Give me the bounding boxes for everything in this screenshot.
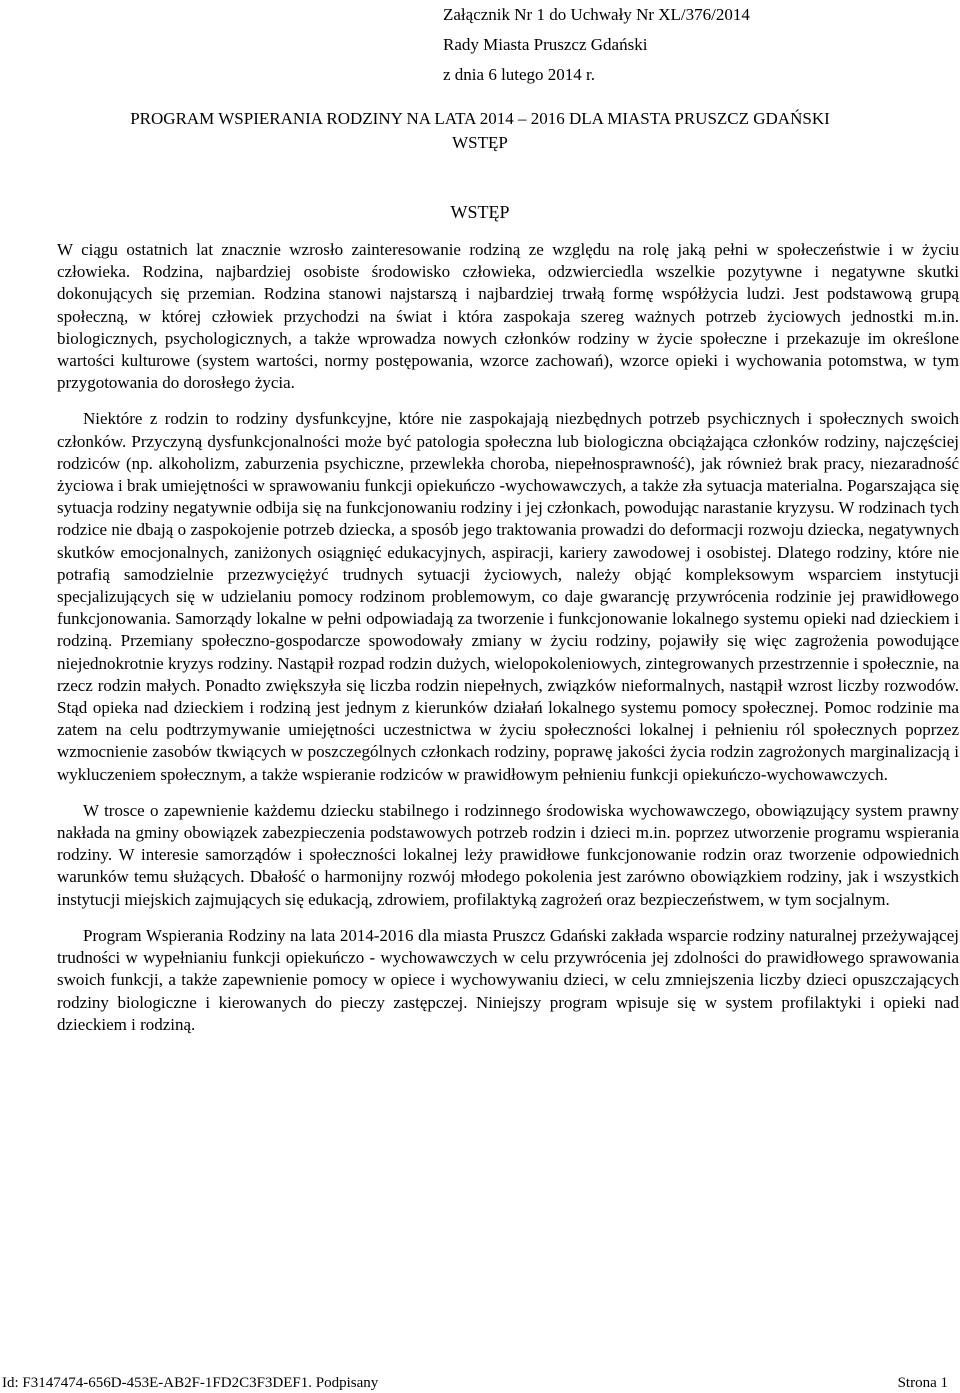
program-title: PROGRAM WSPIERANIA RODZINY NA LATA 2014 – 2016 DLA MIASTA PRUSZCZ GDAŃSKI [130,109,830,128]
section-heading: WSTĘP [450,202,510,222]
attachment-line: Załącznik Nr 1 do Uchwały Nr XL/376/2014 [443,5,750,24]
document-title [0,107,960,155]
page-footer [0,1373,960,1393]
paragraph-program-goals: Program Wspierania Rodziny na lata 2014-2016 dla miasta Pruszcz Gdański zakłada wsparcie rodziny naturalnej przeżywającej trudności w wypełnianiu funkcji opiekuńczo - wychowawczych w celu przywrócenia jej zdolności do prawidłowego sprawowania swoich funkcji, a także zapewnienie pomocy w opiece i wychowywaniu dzieci, w celu zmniejszenia liczby dzieci opuszczających rodziny biologiczne i kierowanych do pieczy zastępczej. Niniejszy program wpisuje się w system profilaktyki i opieki nad dzieckiem i rodziną. [57,925,959,1034]
council-line: Rady Miasta Pruszcz Gdański [443,35,648,54]
document-id: Id: F3147474-656D-453E-AB2F-1FD2C3F3DEF1. Podpisany [2,1375,379,1391]
date-line: z dnia 6 lutego 2014 r. [443,65,596,84]
paragraph-intro: W ciągu ostatnich lat znacznie wzrosło zainteresowanie rodziną ze względu na rolę jaką pełni w społeczeństwie i w życiu człowieka. Rodzina, najbardziej osobiste środowisko człowieka, odzwierciedla wszelkie pozytywne i negatywne skutki dokonujących się przemian. Rodzina stanowi najstarszą i najbardziej trwałą formę współżycia ludzi. Jest podstawową grupą społeczną, w której człowiek przychodzi na świat i która zaspokaja szereg ważnych potrzeb życiowych jednostki m.in. biologicznych, psychologicznych, a także wprowadza nowych członków rodziny w życie społeczne i przekazuje im określone wartości kulturowe (system wartości, normy postępowania, wzorce zachowań), wzorce opieki i wychowania potomstwa, w tym przygotowania do dorosłego życia. [57,240,959,393]
document-body [57,239,959,1036]
attachment-header [443,0,863,90]
title-subheading: WSTĘP [452,133,508,152]
paragraph-dysfunctional-families: Niektóre z rodzin to rodziny dysfunkcyjne, które nie zaspokajają niezbędnych potrzeb psychicznych i społecznych swoich członków. Przyczyną dysfunkcjonalności może być patologia społeczna lub biologiczna obciążająca członków rodziny, najczęściej rodziców (np. alkoholizm, zaburzenia psychiczne, przewlekła choroba, niepełnosprawność), jak również brak pracy, niezaradność życiowa i brak umiejętności w sprawowaniu funkcji opiekuńczo -wychowawczych, a także zła sytuacja materialna. Pogarszająca się sytuacja rodziny negatywnie odbija się na funkcjonowaniu rodziny i jej członkach, powodując narastanie kryzysu. W rodzinach tych rodzice nie dbają o zaspokojenie potrzeb dziecka, a sposób jego traktowania prowadzi do deformacji rozwoju dziecka, negatywnych skutków emocjonalnych, zaniżonych osiągnięć edukacyjnych, aspiracji, kariery zawodowej i osobistej. Dlatego rodziny, które nie potrafią samodzielnie przezwyciężyć trudnych sytuacji życiowych, należy objąć kompleksowym wsparciem instytucji specjalizujących się w udzielaniu pomocy rodzinom problemowym, co daje gwarancję przywrócenia rodzinie jej prawidłowego funkcjonowania. Samorządy lokalne w pełni odpowiadają za tworzenie i funkcjonowanie lokalnego systemu opieki nad dzieckiem i rodziną. Przemiany społeczno-gospodarcze spowodowały zmiany w życiu rodziny, pojawiły się więc zagrożenia powodujące niejednokrotnie kryzys rodziny. Nastąpił rozpad rodzin dużych, wielopokoleniowych, zintegrowanych przestrzennie i społecznie, na rzecz rodzin małych. Ponadto zwiększyła się liczba rodzin niepełnych, związków nieformalnych, nastąpił wzrost liczby rozwodów. Stąd opieka nad dzieckiem i rodziną jest jednym z kierunków działań lokalnego systemu pomocy społecznej. Pomoc rodzinie ma zatem na celu podtrzymywanie umiejętności uczestnictwa w życiu społeczności lokalnej i pełnieniu ról społecznych poprzez wzmocnienie zasobów tkwiących w poszczególnych członkach rodziny, poprawę jakości życia rodzin zagrożonych marginalizacją i wykluczeniem społecznym, a także wspieranie rodziców w prawidłowym pełnieniu funkcji opiekuńczo-wychowawczych. [57,409,959,784]
page-number: Strona 1 [897,1375,948,1391]
paragraph-legal-obligations: W trosce o zapewnienie każdemu dziecku stabilnego i rodzinnego środowiska wychowawczego, obowiązujący system prawny nakłada na gminy obowiązek zabezpieczenia podstawowych potrzeb rodzin i dzieci m.in. poprzez utworzenie programu wspierania rodziny. W interesie samorządów i społeczności lokalnej leży prawidłowe funkcjonowanie rodzin oraz tworzenie odpowiednich warunków temu służących. Dbałość o harmonijny rozwój młodego pokolenia jest zarówno obowiązkiem rodziny, jak i wszystkich instytucji miejskich zajmujących się edukacją, zdrowiem, profilaktyką zagrożeń oraz bezpieczeństwem, w tym socjalnym. [57,800,959,909]
